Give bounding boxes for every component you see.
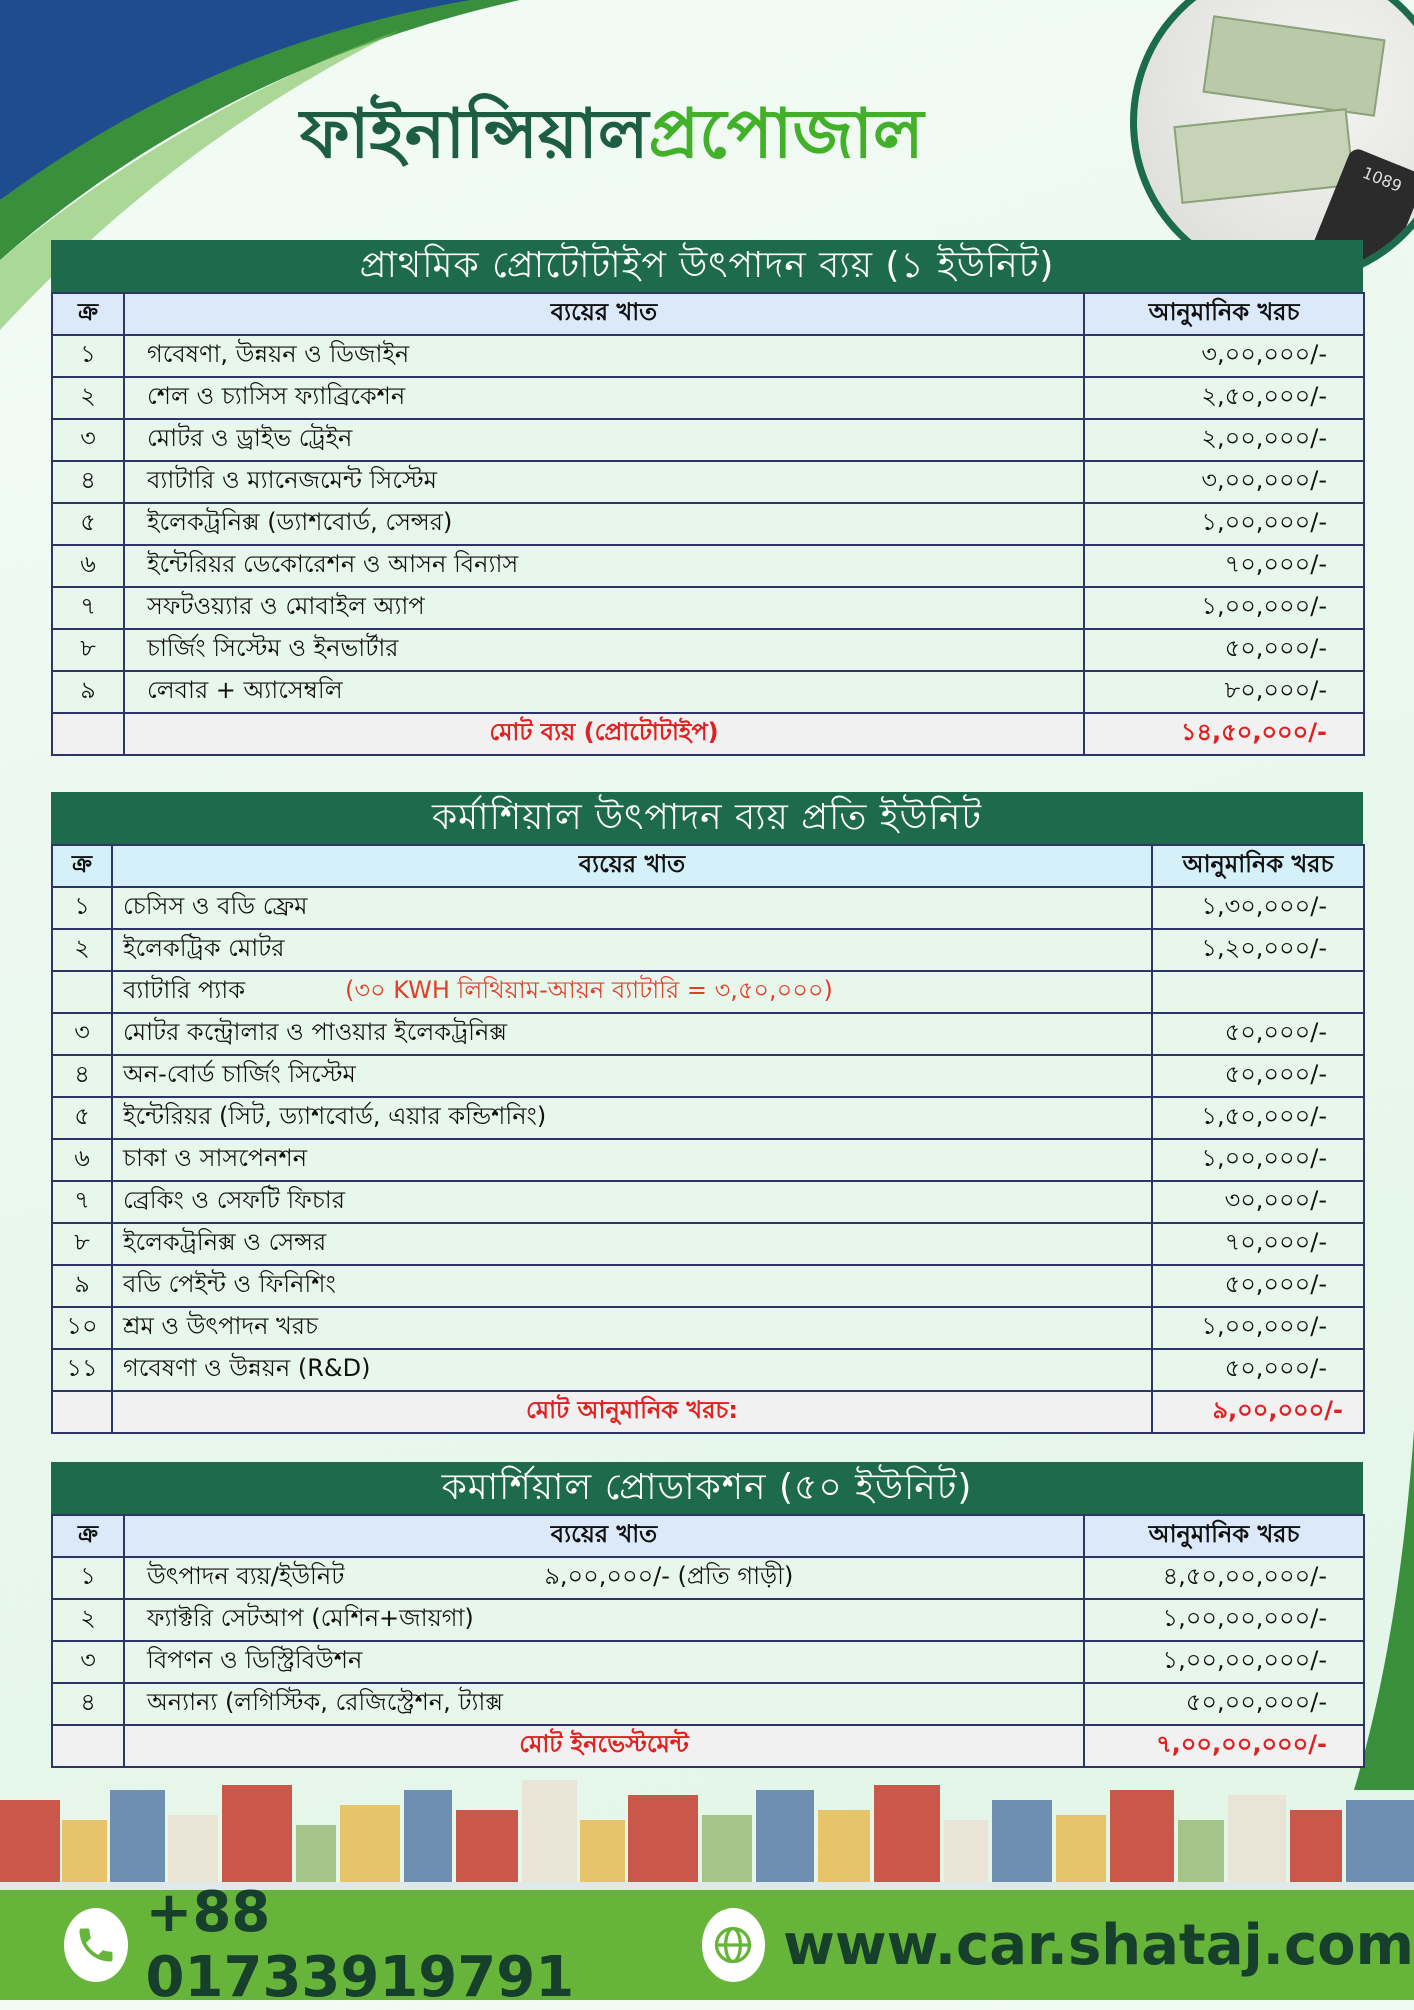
- table-row: [52, 503, 1364, 545]
- website-link[interactable]: www.car.shataj.com: [783, 1912, 1414, 1978]
- table-row: [52, 887, 1364, 929]
- col-item: ব্যয়ের খাত: [112, 845, 1152, 887]
- row-item: ইলেকট্রনিক্স ও সেন্সর: [112, 1223, 1152, 1265]
- row-item: ব্যাটারি ও ম্যানেজমেন্ট সিস্টেম: [124, 461, 1084, 503]
- row-cost: ১,০০,০০,০০০/-: [1084, 1599, 1364, 1641]
- row-serial: ৯: [52, 1265, 112, 1307]
- phone-icon: [64, 1908, 128, 1982]
- row-item-text: অন্যান্য (লগিস্টিক, রেজিস্ট্রেশন, ট্যাক্স: [147, 1688, 504, 1716]
- calculator-display: 1089: [1359, 163, 1405, 196]
- row-item: মোটর ও ড্রাইভ ট্রেইন: [124, 419, 1084, 461]
- table-row: [52, 1181, 1364, 1223]
- row-cost: ৫০,০০০/-: [1152, 1013, 1364, 1055]
- table-row: [52, 1013, 1364, 1055]
- total-blank: [52, 713, 124, 755]
- row-item-text: বিপণন ও ডিস্ট্রিবিউশন: [147, 1646, 363, 1674]
- total-label: মোট ইনভেস্টমেন্ট: [124, 1725, 1084, 1767]
- row-item: গবেষণা, উন্নয়ন ও ডিজাইন: [124, 335, 1084, 377]
- table-row: [52, 1055, 1364, 1097]
- table-row: [52, 929, 1364, 971]
- city-skyline-illustration: [0, 1770, 1414, 1890]
- dollar-bill-image: [1173, 108, 1354, 204]
- row-item: বডি পেইন্ট ও ফিনিশিং: [112, 1265, 1152, 1307]
- row-cost: ১,২০,০০০/-: [1152, 929, 1364, 971]
- row-serial: ৫: [52, 1097, 112, 1139]
- col-cost: আনুমানিক খরচ: [1152, 845, 1364, 887]
- row-serial: ৪: [52, 1055, 112, 1097]
- row-cost: ৫০,০০০/-: [1152, 1265, 1364, 1307]
- col-item: ব্যয়ের খাত: [124, 293, 1084, 335]
- row-serial: ৬: [52, 1139, 112, 1181]
- row-item: ইলেকট্রিক মোটর: [112, 929, 1152, 971]
- row-cost: ২,৫০,০০০/-: [1084, 377, 1364, 419]
- table-row: [52, 587, 1364, 629]
- row-cost: ৩,০০,০০০/-: [1084, 335, 1364, 377]
- row-serial: ১১: [52, 1349, 112, 1391]
- row-cost: ৮০,০০০/-: [1084, 671, 1364, 713]
- row-cost: ১,০০,০০০/-: [1152, 1139, 1364, 1181]
- row-serial: ২: [52, 929, 112, 971]
- row-item: ইন্টেরিয়র (সিট, ড্যাশবোর্ড, এয়ার কন্ডিশনিং): [112, 1097, 1152, 1139]
- table-row: [52, 1223, 1364, 1265]
- row-item: অন-বোর্ড চার্জিং সিস্টেম: [112, 1055, 1152, 1097]
- row-item: চার্জিং সিস্টেম ও ইনভার্টার: [124, 629, 1084, 671]
- battery-row: [52, 971, 1364, 1013]
- table-row: [52, 545, 1364, 587]
- row-serial: ৯: [52, 671, 124, 713]
- row-cost: ৭০,০০০/-: [1152, 1223, 1364, 1265]
- row-cost: [1152, 971, 1364, 1013]
- row-item: ব্রেকিং ও সেফটি ফিচার: [112, 1181, 1152, 1223]
- row-serial: ২: [52, 1599, 124, 1641]
- table-row: [52, 671, 1364, 713]
- page-title: [300, 80, 1140, 190]
- row-cost: ৫০,০০০/-: [1152, 1055, 1364, 1097]
- row-item: [124, 1599, 1084, 1641]
- contact-footer: [0, 1880, 1414, 2010]
- row-serial: ১০: [52, 1307, 112, 1349]
- total-value: ৭,০০,০০,০০০/-: [1084, 1725, 1364, 1767]
- row-item: মোটর কন্ট্রোলার ও পাওয়ার ইলেকট্রনিক্স: [112, 1013, 1152, 1055]
- row-item: [124, 1557, 1084, 1599]
- row-cost: ১,৫০,০০০/-: [1152, 1097, 1364, 1139]
- row-item: ইলেকট্রনিক্স (ড্যাশবোর্ড, সেন্সর): [124, 503, 1084, 545]
- section-heading: প্রাথমিক প্রোটোটাইপ উৎপাদন ব্যয় (১ ইউনিট): [51, 240, 1363, 292]
- table-row: [52, 1097, 1364, 1139]
- table-row: [52, 1139, 1364, 1181]
- commercial-unit-cost-table: [51, 844, 1365, 1434]
- row-serial: [52, 971, 112, 1013]
- row-item: চেসিস ও বডি ফ্রেম: [112, 887, 1152, 929]
- title-part1: ফাইনান্সিয়াল: [300, 95, 649, 174]
- row-item: চাকা ও সাসপেনশন: [112, 1139, 1152, 1181]
- table-row: [52, 1307, 1364, 1349]
- row-serial: ৫: [52, 503, 124, 545]
- table-row: [52, 419, 1364, 461]
- table-row: [52, 1265, 1364, 1307]
- row-serial: ৩: [52, 1013, 112, 1055]
- row-item: সফটওয়্যার ও মোবাইল অ্যাপ: [124, 587, 1084, 629]
- total-row: [52, 1391, 1364, 1433]
- row-cost: ১,০০,০০০/-: [1084, 503, 1364, 545]
- row-serial: ৬: [52, 545, 124, 587]
- table-row: [52, 1349, 1364, 1391]
- row-serial: ১: [52, 335, 124, 377]
- total-blank: [52, 1725, 124, 1767]
- row-cost: ৪,৫০,০০,০০০/-: [1084, 1557, 1364, 1599]
- row-cost: ১,০০,০০,০০০/-: [1084, 1641, 1364, 1683]
- row-cost: ৭০,০০০/-: [1084, 545, 1364, 587]
- table-row: [52, 1683, 1364, 1725]
- row-serial: ৭: [52, 1181, 112, 1223]
- table-row: [52, 377, 1364, 419]
- row-item: শেল ও চ্যাসিস ফ্যাব্রিকেশন: [124, 377, 1084, 419]
- phone-number[interactable]: +88 01733919791: [145, 1880, 575, 2010]
- table-row: [52, 335, 1364, 377]
- row-cost: ৩,০০,০০০/-: [1084, 461, 1364, 503]
- prototype-cost-table: [51, 292, 1365, 756]
- row-item-extra: ৯,০০,০০০/- (প্রতি গাড়ী): [544, 1562, 794, 1590]
- commercial-production-table: [51, 1514, 1365, 1768]
- row-item-text: উৎপাদন ব্যয়/ইউনিট: [147, 1562, 345, 1590]
- table-row: [52, 461, 1364, 503]
- table-header-row: [52, 845, 1364, 887]
- row-serial: ১: [52, 887, 112, 929]
- row-item-text: ফ্যাক্টরি সেটআপ (মেশিন+জায়গা): [147, 1604, 474, 1632]
- battery-item: ব্যাটারি প্যাক: [123, 976, 246, 1004]
- total-value: ৯,০০,০০০/-: [1152, 1391, 1364, 1433]
- table-header-row: [52, 1515, 1364, 1557]
- col-serial: ক্র: [52, 845, 112, 887]
- total-value: ১৪,৫০,০০০/-: [1084, 713, 1364, 755]
- globe-icon: [702, 1908, 766, 1982]
- total-label: মোট আনুমানিক খরচ:: [112, 1391, 1152, 1433]
- total-blank: [52, 1391, 112, 1433]
- table-row: [52, 629, 1364, 671]
- row-cost: ১,৩০,০০০/-: [1152, 887, 1364, 929]
- prototype-cost-section: [51, 240, 1363, 756]
- row-cost: ৩০,০০০/-: [1152, 1181, 1364, 1223]
- row-cost: ৫০,০০০/-: [1084, 629, 1364, 671]
- row-serial: ৩: [52, 419, 124, 461]
- col-cost: আনুমানিক খরচ: [1084, 293, 1364, 335]
- col-item: ব্যয়ের খাত: [124, 1515, 1084, 1557]
- total-label: মোট ব্যয় (প্রোটোটাইপ): [124, 713, 1084, 755]
- table-row: [52, 1557, 1364, 1599]
- dollar-bill-image: [1202, 15, 1385, 116]
- row-serial: ৮: [52, 1223, 112, 1265]
- commercial-unit-cost-section: [51, 792, 1363, 1434]
- row-cost: ২,০০,০০০/-: [1084, 419, 1364, 461]
- total-row: [52, 1725, 1364, 1767]
- section-heading: কমার্শিয়াল প্রোডাকশন (৫০ ইউনিট): [51, 1462, 1363, 1514]
- row-item: ইন্টেরিয়র ডেকোরেশন ও আসন বিন্যাস: [124, 545, 1084, 587]
- row-item: গবেষণা ও উন্নয়ন (R&D): [112, 1349, 1152, 1391]
- row-serial: ৮: [52, 629, 124, 671]
- row-serial: ৩: [52, 1641, 124, 1683]
- col-serial: ক্র: [52, 293, 124, 335]
- col-cost: আনুমানিক খরচ: [1084, 1515, 1364, 1557]
- section-heading: কর্মাশিয়াল উৎপাদন ব্যয় প্রতি ইউনিট: [51, 792, 1363, 844]
- row-serial: ৭: [52, 587, 124, 629]
- row-item: [112, 971, 1152, 1013]
- row-cost: ১,০০,০০০/-: [1152, 1307, 1364, 1349]
- table-header-row: [52, 293, 1364, 335]
- row-serial: ৪: [52, 461, 124, 503]
- row-item: লেবার + অ্যাসেম্বলি: [124, 671, 1084, 713]
- table-row: [52, 1599, 1364, 1641]
- row-item: [124, 1683, 1084, 1725]
- table-row: [52, 1641, 1364, 1683]
- row-serial: ২: [52, 377, 124, 419]
- total-row: [52, 713, 1364, 755]
- col-serial: ক্র: [52, 1515, 124, 1557]
- row-item: শ্রম ও উৎপাদন খরচ: [112, 1307, 1152, 1349]
- row-serial: ১: [52, 1557, 124, 1599]
- row-item: [124, 1641, 1084, 1683]
- row-serial: ৪: [52, 1683, 124, 1725]
- commercial-production-section: [51, 1462, 1363, 1768]
- row-cost: ১,০০,০০০/-: [1084, 587, 1364, 629]
- title-part2: প্রপোজাল: [648, 95, 924, 174]
- row-cost: ৫০,০০,০০০/-: [1084, 1683, 1364, 1725]
- row-cost: ৫০,০০০/-: [1152, 1349, 1364, 1391]
- battery-note: (৩০ KWH লিথিয়াম-আয়ন ব্যাটারি = ৩,৫০,০০০): [345, 976, 833, 1004]
